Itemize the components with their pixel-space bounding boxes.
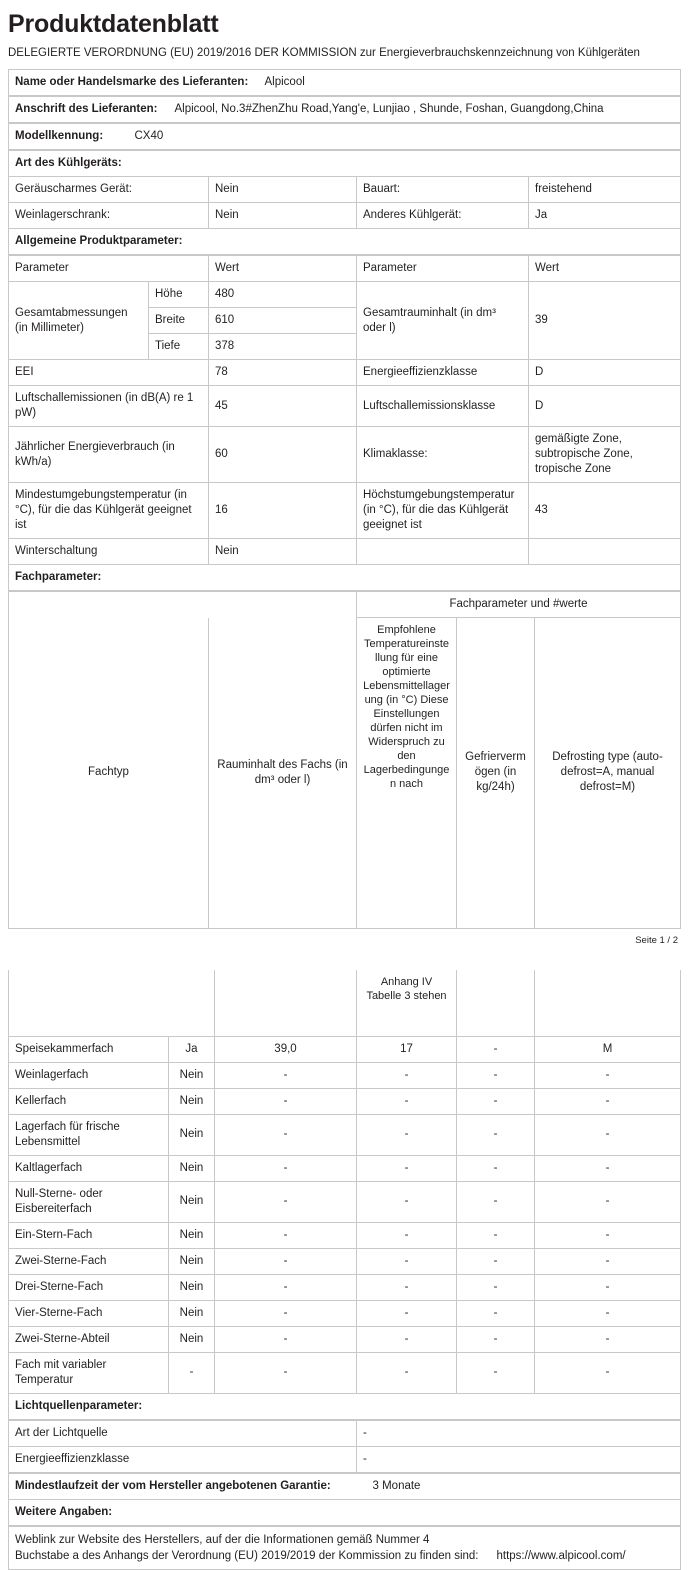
- table-row: [9, 1300, 681, 1326]
- table-row: [9, 427, 681, 483]
- dimension-height-value: 480: [209, 282, 357, 308]
- compartment-defrost: -: [535, 1155, 681, 1181]
- table-row: [9, 483, 681, 539]
- table-row: [9, 1181, 681, 1222]
- compartment-defrost: -: [535, 1062, 681, 1088]
- compartment-volume: -: [215, 1114, 357, 1155]
- energy-class-value: D: [529, 360, 681, 386]
- compartment-temp: -: [357, 1114, 457, 1155]
- compartment-present: Nein: [169, 1181, 215, 1222]
- eei-label: EEI: [9, 360, 209, 386]
- col-header-value-left: Wert: [209, 256, 357, 282]
- table-row: [9, 256, 681, 282]
- table-row: [9, 282, 681, 308]
- climate-class-value: gemäßigte Zone, subtropische Zone, tropische Zone: [529, 427, 681, 483]
- table-row: [9, 1248, 681, 1274]
- general-parameters-heading: Allgemeine Produktparameter:: [9, 229, 681, 255]
- table-row: [9, 1499, 681, 1525]
- compartment-freeze: -: [457, 1181, 535, 1222]
- light-source-heading: Lichtquellenparameter:: [9, 1393, 681, 1419]
- compartment-temp: -: [357, 1274, 457, 1300]
- compartment-temp-header: Empfohlene Temperatureinstellung für eine optimierte Lebensmittellagerung (in °C) Diese Einstellungen dürfen nicht im Widerspruch zu den Lagerbedingungen nach: [357, 618, 457, 929]
- light-source-table: [8, 1420, 681, 1473]
- table-row: [9, 229, 681, 255]
- col-header-parameter-right: Parameter: [357, 256, 529, 282]
- compartment-freeze: -: [457, 1274, 535, 1300]
- annual-energy-label: Jährlicher Energieverbrauch (in kWh/a): [9, 427, 209, 483]
- model-table: [8, 123, 681, 150]
- supplier-address-value: Alpicool, No.3#ZhenZhu Road,Yang'e, Lunjiao , Shunde, Foshan, Guangdong,China: [169, 97, 681, 123]
- compartment-freeze: -: [457, 1222, 535, 1248]
- compartment-defrost-header: Defrosting type (auto-defrost=A, manual defrost=M): [535, 618, 681, 929]
- compartment-temp: -: [357, 1062, 457, 1088]
- dimension-depth-value: 378: [209, 334, 357, 360]
- compartment-volume: -: [215, 1222, 357, 1248]
- compartment-freeze: -: [457, 1088, 535, 1114]
- further-info-heading: Weitere Angaben:: [9, 1499, 681, 1525]
- col-header-parameter-left: Parameter: [9, 256, 209, 282]
- further-info-table: [8, 1526, 681, 1570]
- compartment-temp: -: [357, 1326, 457, 1352]
- noise-emission-value: 45: [209, 386, 357, 427]
- manufacturer-weblink-url[interactable]: https://www.alpicool.com/: [491, 1526, 681, 1569]
- table-row: [9, 1036, 681, 1062]
- table-row: [9, 124, 681, 150]
- compartment-present: Nein: [169, 1088, 215, 1114]
- compartment-temp: -: [357, 1300, 457, 1326]
- dimension-width-label: Breite: [149, 308, 209, 334]
- compartment-type: Kellerfach: [9, 1088, 169, 1114]
- compartment-volume: -: [215, 1088, 357, 1114]
- table-row: [9, 618, 681, 929]
- compartment-type: Drei-Sterne-Fach: [9, 1274, 169, 1300]
- compartment-present: Ja: [169, 1036, 215, 1062]
- compartment-temp: -: [357, 1088, 457, 1114]
- supplier-address-label: Anschrift des Lieferanten:: [9, 97, 169, 123]
- table-row: [9, 1155, 681, 1181]
- compartment-temp: -: [357, 1352, 457, 1393]
- table-row: [9, 970, 681, 1037]
- construction-value: freistehend: [529, 177, 681, 203]
- general-parameters-table: [8, 255, 681, 591]
- light-type-label: Art der Lichtquelle: [9, 1420, 357, 1446]
- dimension-height-label: Höhe: [149, 282, 209, 308]
- min-ambient-temp-label: Mindestumgebungstemperatur (in °C), für die das Kühlgerät geeignet ist: [9, 483, 209, 539]
- compartment-group-header: Fachparameter und #werte: [357, 592, 681, 618]
- max-ambient-temp-label: Höchstumgebungstemperatur (in °C), für die das Kühlgerät geeignet ist: [357, 483, 529, 539]
- compartment-header-table: [8, 591, 681, 929]
- table-row: [9, 1088, 681, 1114]
- table-row: [9, 386, 681, 427]
- table-row: [9, 592, 681, 618]
- compartment-freeze: -: [457, 1036, 535, 1062]
- compartment-type: Vier-Sterne-Fach: [9, 1300, 169, 1326]
- table-row: [9, 151, 681, 177]
- annual-energy-value: 60: [209, 427, 357, 483]
- compartment-volume: -: [215, 1181, 357, 1222]
- compartment-present: Nein: [169, 1300, 215, 1326]
- compartment-volume-header: Rauminhalt des Fachs (in dm³ oder l): [209, 618, 357, 929]
- table-row: [9, 203, 681, 229]
- compartment-freeze: -: [457, 1062, 535, 1088]
- compartment-defrost: -: [535, 1352, 681, 1393]
- compartment-present: Nein: [169, 1155, 215, 1181]
- supplier-name-label: Name oder Handelsmarke des Lieferanten:: [9, 70, 259, 96]
- compartment-defrost: -: [535, 1088, 681, 1114]
- table-row: [9, 1473, 681, 1499]
- min-ambient-temp-value: 16: [209, 483, 357, 539]
- compartment-freeze: -: [457, 1352, 535, 1393]
- compartment-type: Speisekammerfach: [9, 1036, 169, 1062]
- compartment-volume: -: [215, 1326, 357, 1352]
- supplier-address-table: [8, 96, 681, 123]
- manufacturer-weblink-text: Weblink zur Website des Herstellers, auf der die Informationen gemäß Nummer 4 Buchstabe a des Anhangs der Verordnung (EU) 2019/2019 der Kommission zu finden sind:: [9, 1526, 491, 1569]
- total-volume-value: 39: [529, 282, 681, 360]
- compartment-present: Nein: [169, 1274, 215, 1300]
- page-number: Seite 1 / 2: [635, 934, 678, 946]
- compartment-present: Nein: [169, 1248, 215, 1274]
- compartment-volume: -: [215, 1248, 357, 1274]
- compartment-defrost: -: [535, 1300, 681, 1326]
- compartment-type: Zwei-Sterne-Fach: [9, 1248, 169, 1274]
- compartment-freeze-header: Gefriervermögen (in kg/24h): [457, 618, 535, 929]
- compartment-defrost: -: [535, 1248, 681, 1274]
- compartment-parameters-heading: Fachparameter:: [9, 565, 681, 591]
- compartment-defrost: -: [535, 1274, 681, 1300]
- compartment-present: -: [169, 1352, 215, 1393]
- light-energy-class-value: -: [357, 1446, 681, 1472]
- compartment-volume: -: [215, 1155, 357, 1181]
- table-row: [9, 1420, 681, 1446]
- compartment-volume: -: [215, 1274, 357, 1300]
- compartment-type: Ein-Stern-Fach: [9, 1222, 169, 1248]
- compartment-freeze: -: [457, 1326, 535, 1352]
- compartment-temp: -: [357, 1248, 457, 1274]
- table-row: [9, 360, 681, 386]
- empty-label-cell: [357, 539, 529, 565]
- table-row: [9, 1393, 681, 1419]
- compartment-temp: -: [357, 1181, 457, 1222]
- compartment-present: Nein: [169, 1326, 215, 1352]
- compartment-type: Kaltlagerfach: [9, 1155, 169, 1181]
- light-energy-class-label: Energieeffizienzklasse: [9, 1446, 357, 1472]
- compartment-defrost: -: [535, 1181, 681, 1222]
- noise-class-label: Luftschallemissionsklasse: [357, 386, 529, 427]
- construction-label: Bauart:: [357, 177, 529, 203]
- compartment-temp-header-continued: Anhang IV Tabelle 3 stehen: [357, 970, 457, 1037]
- supplier-table: [8, 69, 681, 96]
- light-type-value: -: [357, 1420, 681, 1446]
- table-row: [9, 97, 681, 123]
- table-row: [9, 1274, 681, 1300]
- compartment-volume: -: [215, 1300, 357, 1326]
- compartment-type: Fach mit variabler Temperatur: [9, 1352, 169, 1393]
- compartment-temp: 17: [357, 1036, 457, 1062]
- empty-value-cell: [529, 539, 681, 565]
- compartment-volume: 39,0: [215, 1036, 357, 1062]
- table-row: [9, 1526, 681, 1569]
- table-row: [9, 177, 681, 203]
- compartment-freeze: -: [457, 1114, 535, 1155]
- supplier-name-value: Alpicool: [259, 70, 681, 96]
- compartment-freeze: -: [457, 1300, 535, 1326]
- compartment-defrost: -: [535, 1326, 681, 1352]
- page-break-gap: [0, 948, 688, 970]
- compartment-type: Lagerfach für frische Lebensmittel: [9, 1114, 169, 1155]
- appliance-type-heading: Art des Kühlgeräts:: [9, 151, 681, 177]
- model-value: CX40: [129, 124, 681, 150]
- col-header-value-right: Wert: [529, 256, 681, 282]
- table-row: [9, 539, 681, 565]
- table-row: [9, 1062, 681, 1088]
- overall-dimensions-label: Gesamtabmessungen (in Millimeter): [9, 282, 149, 360]
- compartment-freeze: -: [457, 1155, 535, 1181]
- climate-class-label: Klimaklasse:: [357, 427, 529, 483]
- wine-cabinet-label: Weinlagerschrank:: [9, 203, 209, 229]
- compartment-volume: -: [215, 1352, 357, 1393]
- regulation-subtitle: DELEGIERTE VERORDNUNG (EU) 2019/2016 DER KOMMISSION zur Energieverbrauchskennzeichnung von Kühlgeräten: [8, 47, 640, 59]
- total-volume-label: Gesamtrauminhalt (in dm³ oder l): [357, 282, 529, 360]
- max-ambient-temp-value: 43: [529, 483, 681, 539]
- compartment-type: Weinlagerfach: [9, 1062, 169, 1088]
- compartment-type: Null-Sterne- oder Eisbereiterfach: [9, 1181, 169, 1222]
- compartment-defrost: M: [535, 1036, 681, 1062]
- compartment-type: Zwei-Sterne-Abteil: [9, 1326, 169, 1352]
- table-row: [9, 1114, 681, 1155]
- model-label: Modellkennung:: [9, 124, 129, 150]
- compartment-freeze: -: [457, 1248, 535, 1274]
- other-fridge-value: Ja: [529, 203, 681, 229]
- table-row: [9, 1222, 681, 1248]
- compartment-present: Nein: [169, 1222, 215, 1248]
- table-row: [9, 1446, 681, 1472]
- compartment-present: Nein: [169, 1114, 215, 1155]
- table-row: [9, 1352, 681, 1393]
- table-row: [9, 1326, 681, 1352]
- compartment-defrost: -: [535, 1114, 681, 1155]
- compartment-type-header: Fachtyp: [9, 618, 209, 929]
- winter-setting-value: Nein: [209, 539, 357, 565]
- warranty-value: 3 Monate: [367, 1473, 681, 1499]
- dimension-width-value: 610: [209, 308, 357, 334]
- appliance-type-table: [8, 150, 681, 255]
- noise-emission-label: Luftschallemissionen (in dB(A) re 1 pW): [9, 386, 209, 427]
- warranty-table: [8, 1473, 681, 1526]
- quiet-appliance-value: Nein: [209, 177, 357, 203]
- table-row: [9, 565, 681, 591]
- eei-value: 78: [209, 360, 357, 386]
- compartment-volume: -: [215, 1062, 357, 1088]
- quiet-appliance-label: Geräuscharmes Gerät:: [9, 177, 209, 203]
- energy-class-label: Energieeffizienzklasse: [357, 360, 529, 386]
- compartment-defrost: -: [535, 1222, 681, 1248]
- winter-setting-label: Winterschaltung: [9, 539, 209, 565]
- noise-class-value: D: [529, 386, 681, 427]
- compartment-present: Nein: [169, 1062, 215, 1088]
- compartment-data-table: [8, 970, 681, 1420]
- compartment-temp: -: [357, 1155, 457, 1181]
- wine-cabinet-value: Nein: [209, 203, 357, 229]
- other-fridge-label: Anderes Kühlgerät:: [357, 203, 529, 229]
- warranty-label: Mindestlaufzeit der vom Hersteller angebotenen Garantie:: [9, 1473, 367, 1499]
- table-row: [9, 70, 681, 96]
- compartment-temp: -: [357, 1222, 457, 1248]
- page-title: Produktdatenblatt: [8, 10, 219, 38]
- dimension-depth-label: Tiefe: [149, 334, 209, 360]
